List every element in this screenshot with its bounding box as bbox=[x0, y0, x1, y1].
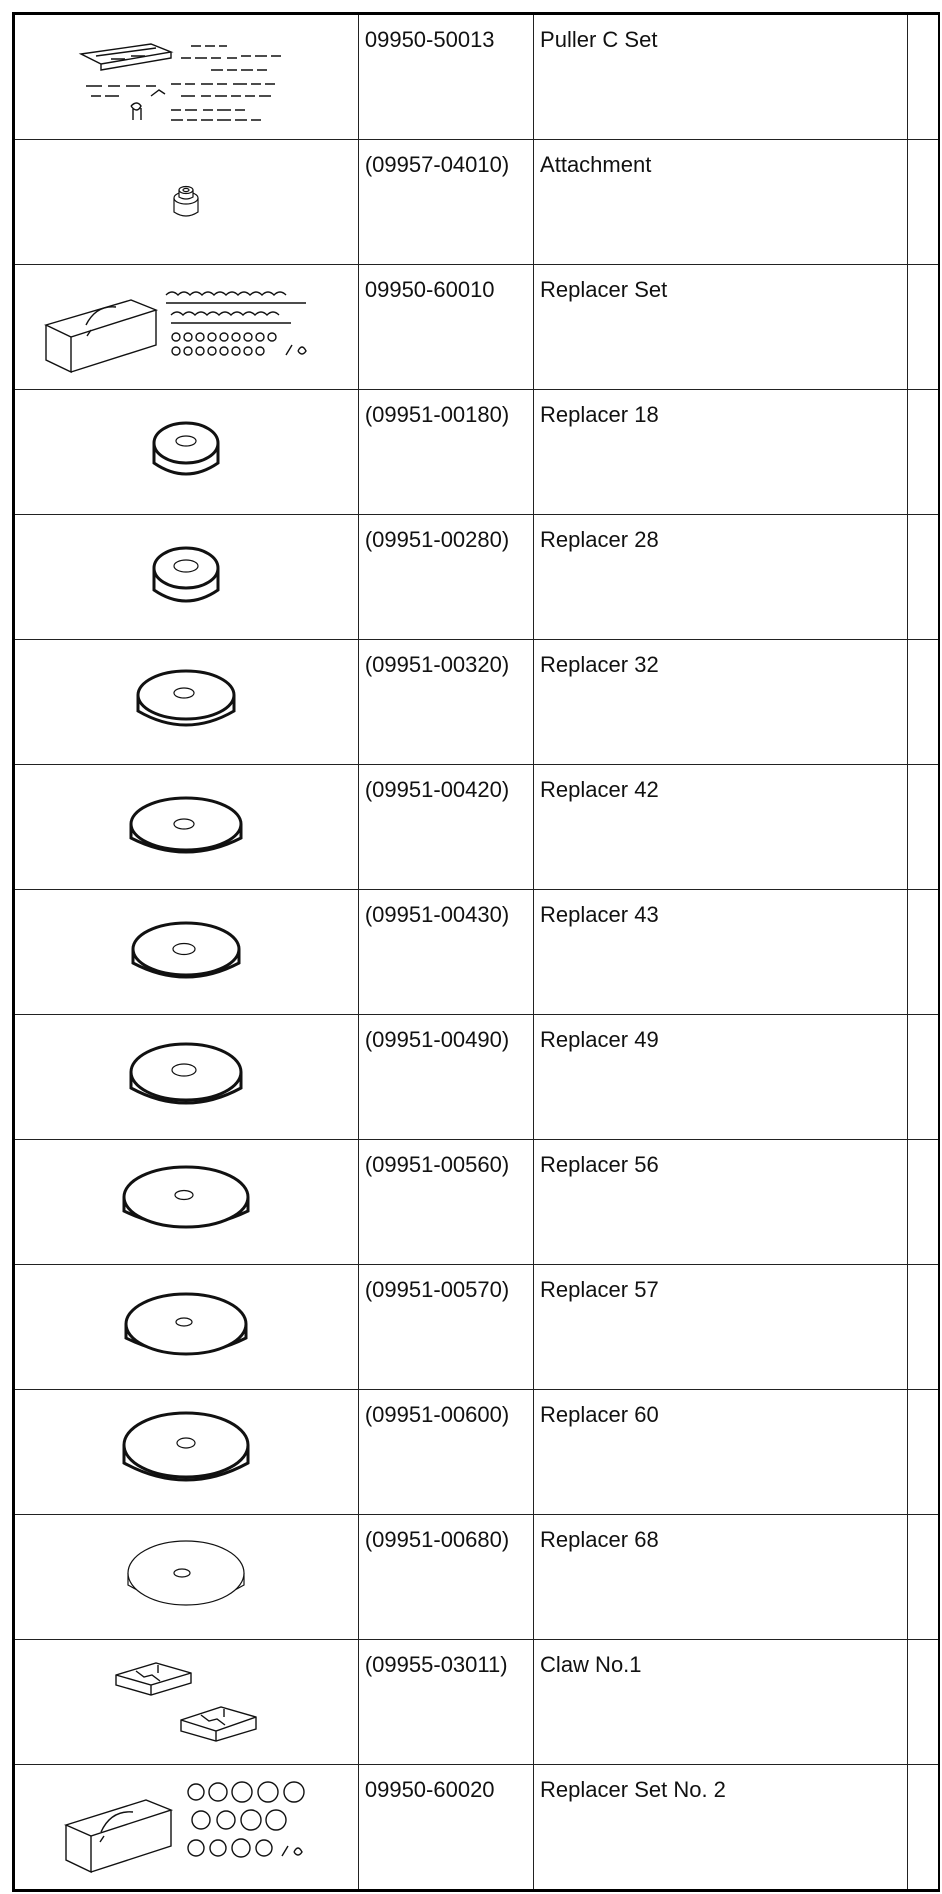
replacer-disc-icon bbox=[121, 905, 251, 995]
tool-illustration-cell bbox=[15, 1639, 358, 1764]
part-number-cell bbox=[358, 389, 533, 514]
spare-cell bbox=[908, 389, 938, 514]
tool-name: Attachment bbox=[540, 151, 652, 177]
part-number-cell bbox=[358, 514, 533, 639]
puller-set-icon bbox=[61, 26, 311, 126]
tool-illustration-cell bbox=[15, 389, 358, 514]
tool-illustration-cell bbox=[15, 764, 358, 889]
part-number: (09951-00570) bbox=[364, 1276, 510, 1302]
tool-name-cell bbox=[534, 639, 908, 764]
replacer-disc-icon bbox=[121, 1028, 251, 1122]
tool-name-cell bbox=[534, 15, 908, 139]
table-row bbox=[15, 15, 938, 139]
table-row bbox=[15, 1389, 938, 1514]
table-row bbox=[15, 764, 938, 889]
part-number: 09950-60020 bbox=[364, 1776, 495, 1802]
table-row bbox=[15, 514, 938, 639]
table-row bbox=[15, 1514, 938, 1639]
replacer-disc-icon bbox=[116, 1401, 256, 1499]
spare-cell bbox=[908, 15, 938, 139]
tool-name: Replacer Set bbox=[540, 276, 668, 302]
spare-cell bbox=[908, 1514, 938, 1639]
tool-name: Replacer 57 bbox=[540, 1276, 659, 1302]
table-row bbox=[15, 389, 938, 514]
tool-illustration-cell bbox=[15, 139, 358, 264]
table-row bbox=[15, 889, 938, 1014]
part-number-cell bbox=[358, 1014, 533, 1139]
part-number: (09957-04010) bbox=[364, 151, 510, 177]
part-number: (09951-00490) bbox=[364, 1026, 510, 1052]
table-row bbox=[15, 1014, 938, 1139]
part-number-cell bbox=[358, 889, 533, 1014]
tool-name: Replacer 18 bbox=[540, 401, 659, 427]
part-number: 09950-60010 bbox=[364, 276, 495, 302]
tool-name-cell bbox=[534, 514, 908, 639]
replacer-disc-icon bbox=[136, 405, 236, 495]
spare-cell bbox=[908, 764, 938, 889]
tool-illustration-cell bbox=[15, 1014, 358, 1139]
replacer-disc-icon bbox=[116, 1278, 256, 1372]
tool-name: Replacer 28 bbox=[540, 526, 659, 552]
part-number: (09951-00680) bbox=[364, 1526, 510, 1552]
spare-cell bbox=[908, 139, 938, 264]
tool-name-cell bbox=[534, 1764, 908, 1889]
part-number: (09951-00430) bbox=[364, 901, 510, 927]
tool-name-cell bbox=[534, 1139, 908, 1264]
tool-illustration-cell bbox=[15, 1764, 358, 1889]
tool-name-cell bbox=[534, 1514, 908, 1639]
spare-cell bbox=[908, 1139, 938, 1264]
claw-icon bbox=[96, 1645, 276, 1755]
part-number: (09951-00320) bbox=[364, 651, 510, 677]
tool-name: Replacer Set No. 2 bbox=[540, 1776, 726, 1802]
table-row bbox=[15, 1139, 938, 1264]
tool-illustration-cell bbox=[15, 1139, 358, 1264]
part-number-cell bbox=[358, 1514, 533, 1639]
part-number: (09951-00280) bbox=[364, 526, 510, 552]
tool-name-cell bbox=[534, 1639, 908, 1764]
tool-name: Replacer 42 bbox=[540, 776, 659, 802]
part-number-cell bbox=[358, 1764, 533, 1889]
part-number: (09951-00180) bbox=[364, 401, 510, 427]
part-number-cell bbox=[358, 639, 533, 764]
table-row bbox=[15, 1264, 938, 1389]
tool-name-cell bbox=[534, 1389, 908, 1514]
tool-name-cell bbox=[534, 1014, 908, 1139]
part-number-cell bbox=[358, 264, 533, 389]
tool-name-cell bbox=[534, 264, 908, 389]
part-number-cell bbox=[358, 139, 533, 264]
spare-cell bbox=[908, 1264, 938, 1389]
replacer-disc-icon bbox=[136, 530, 236, 620]
table-row bbox=[15, 264, 938, 389]
tool-name: Replacer 68 bbox=[540, 1526, 659, 1552]
part-number-cell bbox=[358, 1639, 533, 1764]
tool-name: Puller C Set bbox=[540, 27, 658, 52]
tool-name: Replacer 56 bbox=[540, 1151, 659, 1177]
table-row bbox=[15, 1639, 938, 1764]
table-row bbox=[15, 139, 938, 264]
tool-illustration-cell bbox=[15, 15, 358, 139]
spare-cell bbox=[908, 1764, 938, 1889]
part-number-cell bbox=[358, 15, 533, 139]
tool-name-cell bbox=[534, 139, 908, 264]
replacer-disc-icon bbox=[121, 780, 251, 870]
part-number: (09951-00560) bbox=[364, 1151, 510, 1177]
tool-illustration-cell bbox=[15, 889, 358, 1014]
spare-cell bbox=[908, 1014, 938, 1139]
tool-name-cell bbox=[534, 764, 908, 889]
tool-name-cell bbox=[534, 1264, 908, 1389]
part-number: (09951-00420) bbox=[364, 776, 510, 802]
tool-illustration-cell bbox=[15, 1264, 358, 1389]
spare-cell bbox=[908, 264, 938, 389]
tool-name-cell bbox=[534, 389, 908, 514]
replacer-disc-icon bbox=[126, 655, 246, 745]
replacer-set-icon bbox=[36, 275, 336, 375]
tool-illustration-cell bbox=[15, 1514, 358, 1639]
spare-cell bbox=[908, 514, 938, 639]
tool-name: Replacer 49 bbox=[540, 1026, 659, 1052]
tool-illustration-cell bbox=[15, 514, 358, 639]
spare-cell bbox=[908, 1389, 938, 1514]
part-number: (09951-00600) bbox=[364, 1401, 510, 1427]
tool-name: Claw No.1 bbox=[540, 1651, 642, 1677]
part-number: (09955-03011) bbox=[364, 1651, 508, 1677]
part-number-cell bbox=[358, 1389, 533, 1514]
special-tools-table-frame bbox=[12, 12, 940, 1892]
replacer-set-2-icon bbox=[46, 1770, 326, 1880]
tool-illustration-cell bbox=[15, 1389, 358, 1514]
replacer-disc-icon bbox=[116, 1527, 256, 1623]
tool-name: Replacer 60 bbox=[540, 1401, 659, 1427]
part-number-cell bbox=[358, 1264, 533, 1389]
part-number-cell bbox=[358, 764, 533, 889]
replacer-disc-icon bbox=[116, 1153, 256, 1247]
special-tools-table bbox=[15, 15, 938, 1889]
tool-name-cell bbox=[534, 889, 908, 1014]
attachment-icon bbox=[156, 170, 216, 230]
tool-illustration-cell bbox=[15, 264, 358, 389]
spare-cell bbox=[908, 889, 938, 1014]
part-number-cell bbox=[358, 1139, 533, 1264]
tool-name: Replacer 32 bbox=[540, 651, 659, 677]
table-row bbox=[15, 639, 938, 764]
spare-cell bbox=[908, 1639, 938, 1764]
tool-name: Replacer 43 bbox=[540, 901, 659, 927]
table-row bbox=[15, 1764, 938, 1889]
tool-illustration-cell bbox=[15, 639, 358, 764]
spare-cell bbox=[908, 639, 938, 764]
part-number: 09950-50013 bbox=[364, 27, 495, 52]
